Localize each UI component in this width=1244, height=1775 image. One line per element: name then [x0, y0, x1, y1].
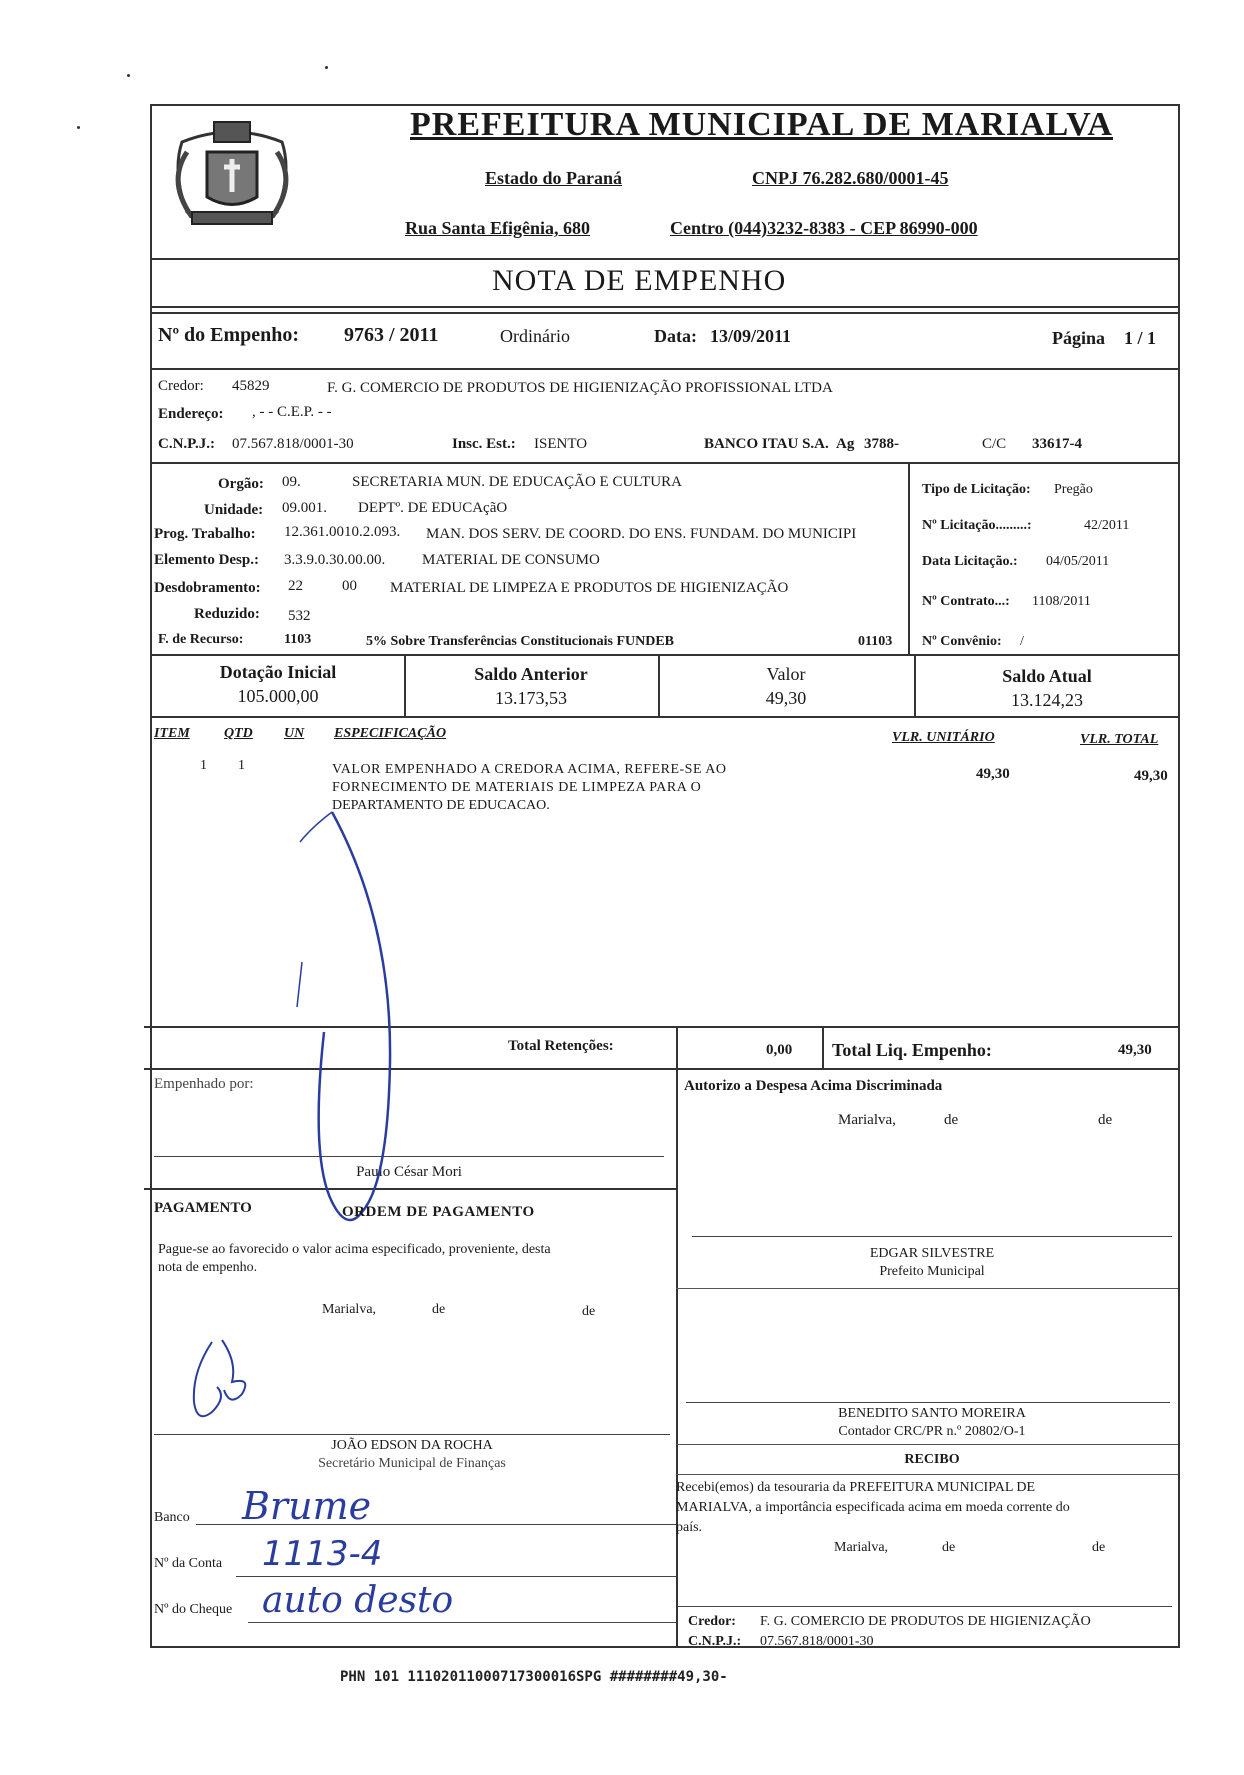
recibo-cnpj-label: C.N.P.J.: [688, 1634, 742, 1649]
ordem-pagamento-label: ORDEM DE PAGAMENTO [342, 1204, 535, 1220]
pagamento-label: PAGAMENTO [154, 1200, 252, 1216]
credor-code: 45829 [232, 378, 270, 394]
saldo-atual-label: Saldo Atual [1002, 666, 1092, 686]
col-total-value: VLR. TOTAL [1080, 732, 1159, 747]
licitacao-date-label: Data Licitação.: [922, 554, 1018, 569]
dotacao-value: 105.000,00 [237, 686, 319, 706]
credor-name: F. G. COMERCIO DE PRODUTOS DE HIGIENIZAÇÃO PROFISSIONAL LTDA [327, 380, 833, 396]
licitacao-number: 42/2011 [1084, 518, 1130, 533]
recibo-credor-label: Credor: [688, 1614, 736, 1629]
pagamento-place: Marialva, [322, 1302, 377, 1317]
reduzido-value: 532 [288, 608, 311, 624]
desdobramento-name: MATERIAL DE LIMPEZA E PRODUTOS DE HIGIENIZAÇÃO [390, 580, 789, 596]
conta-label: Nº da Conta [154, 1556, 223, 1571]
autorizo-label: Autorizo a Despesa Acima Discriminada [684, 1078, 943, 1094]
header-address: Rua Santa Efigênia, 680 [405, 218, 591, 238]
empenho-kind: Ordinário [500, 326, 570, 346]
banco-handwritten: Brume [242, 1484, 372, 1528]
contador-name: BENEDITO SANTO MOREIRA [838, 1406, 1026, 1421]
autorizo-place: Marialva, [838, 1112, 896, 1128]
address-label: Endereço: [158, 406, 224, 422]
total-liquido-value: 49,30 [1118, 1042, 1152, 1058]
retencoes-value: 0,00 [766, 1042, 793, 1058]
unidade-name: DEPTº. DE EDUCAçãO [358, 500, 508, 516]
convenio-label: Nº Convênio: [922, 634, 1002, 649]
item-spec-line2: FORNECIMENTO DE MATERIAIS DE LIMPEZA PARA O [332, 780, 702, 795]
account-value: 33617-4 [1032, 436, 1082, 452]
desdobramento-code1: 22 [288, 578, 303, 594]
municipal-crest-icon [162, 112, 302, 237]
insc-value: ISENTO [534, 436, 588, 452]
secretario-name: JOÃO EDSON DA ROCHA [331, 1438, 493, 1453]
convenio-value: / [1020, 634, 1024, 649]
empenho-number: 9763 / 2011 [344, 324, 439, 346]
item-unit-value: 49,30 [976, 766, 1010, 782]
col-item: ITEM [154, 726, 190, 741]
saldo-anterior-label: Saldo Anterior [474, 664, 588, 684]
recibo-label: RECIBO [904, 1452, 960, 1467]
col-qtd: QTD [224, 726, 253, 741]
contador-title: Contador CRC/PR n.º 20802/O-1 [838, 1424, 1026, 1439]
pagamento-text-line2: nota de empenho. [158, 1260, 258, 1275]
pagamento-de2: de [582, 1304, 596, 1319]
empenho-date: 13/09/2011 [710, 326, 792, 346]
orgao-label: Orgão: [218, 476, 264, 492]
empenhado-label: Empenhado por: [154, 1076, 254, 1092]
saldo-atual-value: 13.124,23 [1011, 690, 1083, 710]
header-cnpj: CNPJ 76.282.680/0001-45 [752, 168, 949, 188]
prog-code: 12.361.0010.2.093. [284, 524, 401, 540]
secretario-title: Secretário Municipal de Finanças [318, 1456, 506, 1471]
pagamento-de1: de [432, 1302, 446, 1317]
recibo-text-line3: país. [676, 1520, 703, 1535]
empenho-date-label: Data: [654, 326, 697, 346]
elemento-code: 3.3.9.0.30.00.00. [284, 552, 386, 568]
recibo-text-line2: MARIALVA, a importância especificada acima em moeda corrente do [676, 1500, 1070, 1515]
cheque-label: Nº do Cheque [154, 1602, 233, 1617]
desdobramento-code2: 00 [342, 578, 357, 594]
recibo-de1: de [942, 1540, 956, 1555]
orgao-name: SECRETARIA MUN. DE EDUCAÇÃO E CULTURA [352, 474, 682, 490]
agency-label: Ag [836, 436, 855, 452]
prefeito-title: Prefeito Municipal [879, 1264, 985, 1279]
header-contact: Centro (044)3232-8383 - CEP 86990-000 [670, 218, 978, 238]
recurso-code2: 01103 [858, 634, 893, 649]
col-spec: ESPECIFICAÇÃO [334, 726, 447, 741]
bank-name: BANCO ITAU S.A. [704, 436, 829, 452]
credor-label: Credor: [158, 378, 204, 394]
recibo-cnpj: 07.567.818/0001-30 [760, 1634, 874, 1649]
unidade-code: 09.001. [282, 500, 327, 516]
item-total-value: 49,30 [1134, 768, 1168, 784]
cheque-handwritten: auto desto [262, 1580, 454, 1621]
col-unit-value: VLR. UNITÁRIO [892, 730, 995, 745]
recurso-label: F. de Recurso: [158, 632, 244, 647]
recurso-code: 1103 [284, 632, 312, 647]
contrato-label: Nº Contrato...: [922, 594, 1010, 609]
total-liquido-label: Total Liq. Empenho: [832, 1040, 992, 1060]
desdobramento-label: Desdobramento: [154, 580, 261, 596]
licitacao-number-label: Nº Licitação.........: [922, 518, 1032, 533]
pagamento-text-line1: Pague-se ao favorecido o valor acima especificado, proveniente, desta [158, 1242, 551, 1257]
valor-value: 49,30 [765, 688, 807, 708]
conta-handwritten: 1113-4 [262, 1534, 383, 1574]
retencoes-label: Total Retenções: [508, 1038, 614, 1054]
licitacao-type: Pregão [1054, 482, 1093, 497]
recibo-credor-name: F. G. COMERCIO DE PRODUTOS DE HIGIENIZAÇÃO [760, 1614, 1091, 1629]
credor-address: , - - C.E.P. - - [252, 404, 332, 420]
elemento-name: MATERIAL DE CONSUMO [422, 552, 600, 568]
page-title: PREFEITURA MUNICIPAL DE MARIALVA [410, 106, 1113, 143]
insc-label: Insc. Est.: [452, 436, 516, 452]
state-name: Estado do Paraná [485, 168, 623, 188]
nota-empenho-form [150, 104, 1180, 1648]
scan-speck [77, 126, 80, 129]
autorizo-de2: de [1098, 1112, 1113, 1128]
item-qty: 1 [238, 758, 245, 773]
handwritten-signature-loop [292, 802, 432, 1262]
recibo-de2: de [1092, 1540, 1106, 1555]
saldo-anterior-value: 13.173,53 [495, 688, 567, 708]
account-label: C/C [982, 436, 1007, 452]
empenho-number-label: Nº do Empenho: [158, 324, 300, 346]
contrato-value: 1108/2011 [1032, 594, 1091, 609]
valor-label: Valor [766, 664, 806, 684]
col-un: UN [284, 726, 305, 741]
unidade-label: Unidade: [204, 502, 264, 518]
autorizo-de1: de [944, 1112, 959, 1128]
item-spec-line3: DEPARTAMENTO DE EDUCACAO. [332, 798, 550, 813]
document-type: NOTA DE EMPENHO [492, 264, 787, 297]
recurso-name: 5% Sobre Transferências Constitucionais FUNDEB [366, 634, 675, 649]
prefeito-name: EDGAR SILVESTRE [869, 1246, 995, 1261]
licitacao-type-label: Tipo de Licitação: [922, 482, 1031, 497]
credor-cnpj: 07.567.818/0001-30 [232, 436, 354, 452]
item-spec-line1: VALOR EMPENHADO A CREDORA ACIMA, REFERE-SE AO [332, 762, 727, 777]
prog-label: Prog. Trabalho: [154, 526, 256, 542]
page-label: Página [1052, 328, 1106, 348]
licitacao-date: 04/05/2011 [1046, 554, 1110, 569]
document-barcode-text: PHN 101 11102011000717300016SPG ########49,30- [340, 1669, 728, 1685]
item-number: 1 [200, 758, 207, 773]
page-number: 1 / 1 [1124, 328, 1157, 348]
reduzido-label: Reduzido: [194, 606, 260, 622]
orgao-code: 09. [282, 474, 301, 490]
prog-name: MAN. DOS SERV. DE COORD. DO ENS. FUNDAM. DO MUNICIPI [426, 526, 857, 542]
agency-value: 3788- [864, 436, 899, 452]
recibo-place: Marialva, [834, 1540, 889, 1555]
handwritten-initials [182, 1332, 262, 1428]
credor-cnpj-label: C.N.P.J.: [158, 436, 215, 452]
empenhado-name: Paulo César Mori [356, 1164, 462, 1180]
scan-speck [325, 66, 328, 69]
dotacao-label: Dotação Inicial [219, 662, 337, 682]
recibo-text-line1: Recebi(emos) da tesouraria da PREFEITURA MUNICIPAL DE [676, 1480, 1036, 1495]
scan-speck [127, 74, 130, 77]
elemento-label: Elemento Desp.: [154, 552, 259, 568]
banco-label: Banco [154, 1510, 190, 1525]
